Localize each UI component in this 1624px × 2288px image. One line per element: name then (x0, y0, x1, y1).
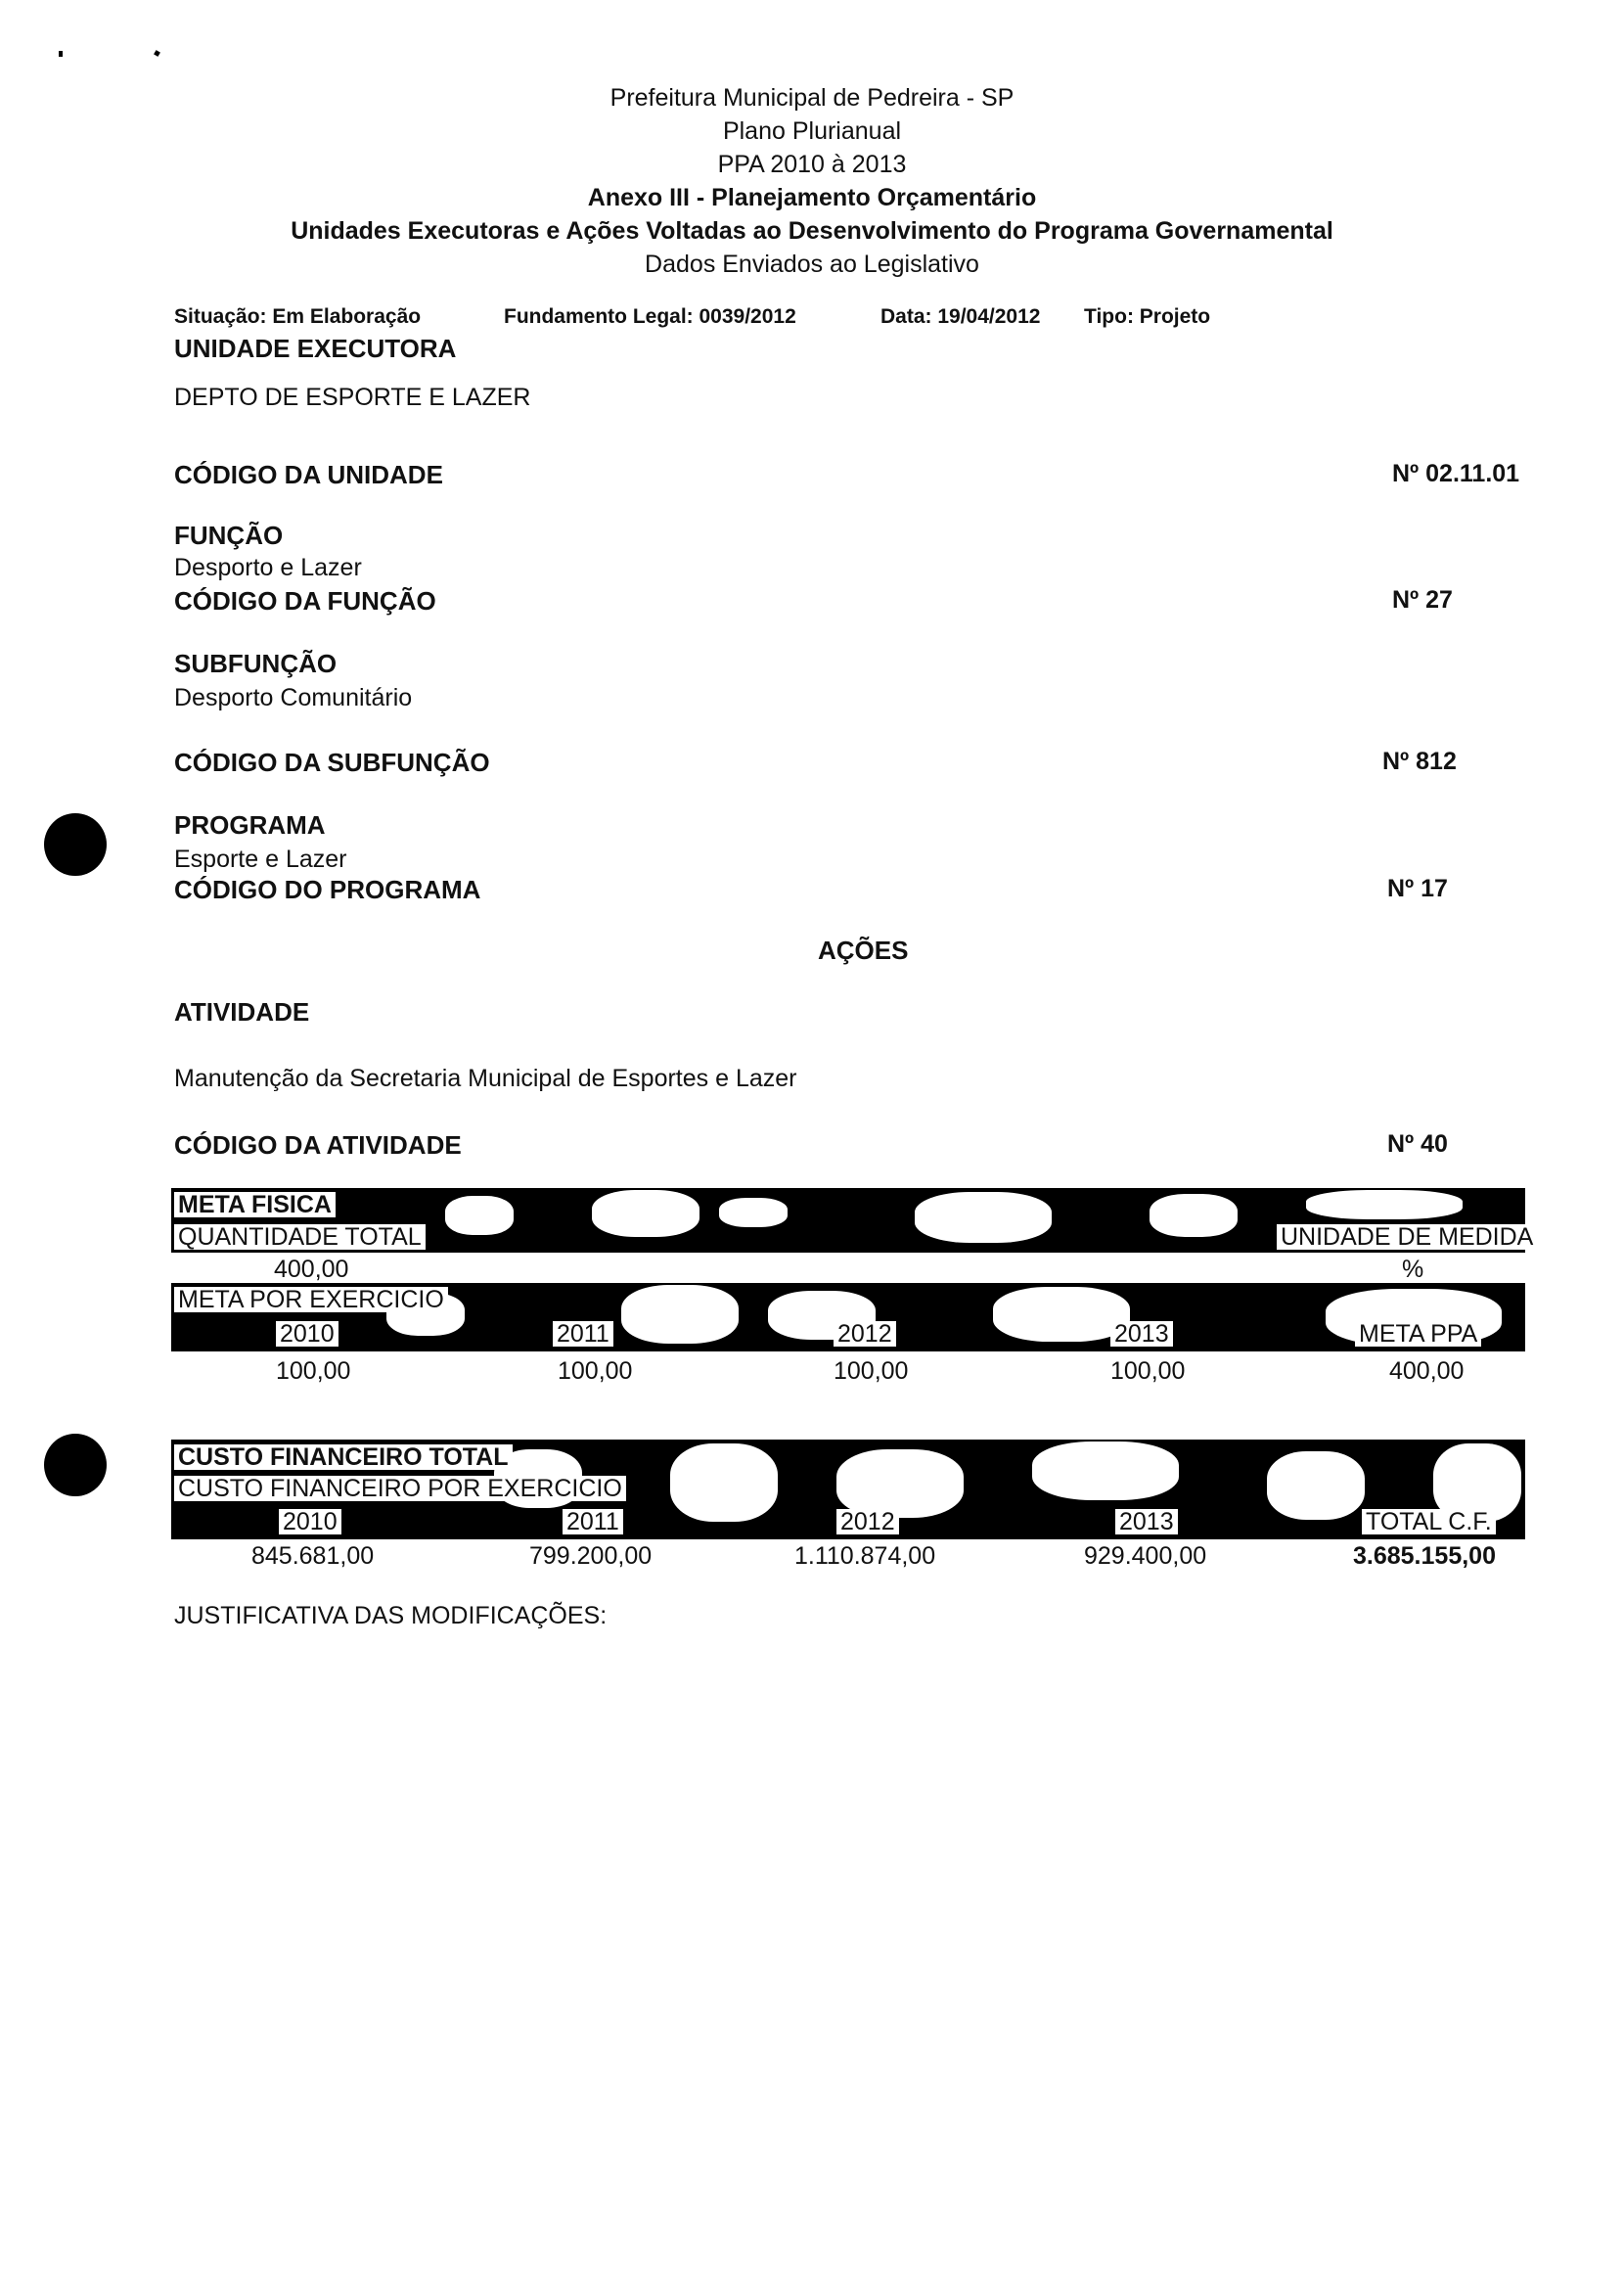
custo-value-2013: 929.400,00 (1084, 1542, 1207, 1570)
custo-year-2012: 2012 (836, 1509, 899, 1534)
header-line-unidades: Unidades Executoras e Ações Voltadas ao Desenvolvimento do Programa Governamental (291, 217, 1333, 245)
header-line-prefeitura: Prefeitura Municipal de Pedreira - SP (609, 84, 1015, 112)
tipo: Tipo: Projeto (1084, 305, 1211, 328)
header-line-dados: Dados Enviados ao Legislativo (645, 251, 979, 278)
codigo-programa-value: Nº 17 (1387, 875, 1448, 902)
subfuncao-label: SUBFUNÇÃO (174, 649, 338, 678)
custo-por-exercicio-label: CUSTO FINANCEIRO POR EXERCICIO (174, 1476, 626, 1501)
meta-por-exercicio-label: META POR EXERCICIO (174, 1287, 448, 1312)
custo-year-2011: 2011 (563, 1509, 623, 1534)
meta-year-2012: 2012 (834, 1321, 896, 1347)
custo-value-2010: 845.681,00 (251, 1542, 375, 1570)
situacao: Situação: Em Elaboração (174, 305, 422, 328)
meta-fisica-title: META FISICA (174, 1192, 336, 1217)
custo-value-2011: 799.200,00 (529, 1542, 653, 1570)
custo-financeiro-title: CUSTO FINANCEIRO TOTAL (174, 1444, 513, 1470)
total-cf-label: TOTAL C.F. (1362, 1509, 1496, 1534)
unidade-label: UNIDADE EXECUTORA (174, 334, 457, 363)
meta-year-2013: 2013 (1110, 1321, 1173, 1347)
codigo-funcao-label: CÓDIGO DA FUNÇÃO (174, 586, 436, 616)
meta-value-2011: 100,00 (558, 1357, 633, 1385)
meta-value-2013: 100,00 (1110, 1357, 1186, 1385)
justificativa-label: JUSTIFICATIVA DAS MODIFICAÇÕES: (174, 1602, 608, 1629)
codigo-unidade-value: Nº 02.11.01 (1392, 460, 1520, 487)
acoes-title: AÇÕES (818, 936, 909, 965)
codigo-atividade-label: CÓDIGO DA ATIVIDADE (174, 1130, 462, 1160)
codigo-subfuncao-value: Nº 812 (1382, 748, 1457, 775)
header-line-ppa: PPA 2010 à 2013 (717, 151, 907, 178)
meta-ppa-value: 400,00 (1389, 1357, 1465, 1385)
scan-speck (154, 50, 160, 57)
punch-hole-dot (44, 1434, 107, 1496)
meta-value-2012: 100,00 (834, 1357, 909, 1385)
total-cf-value: 3.685.155,00 (1353, 1542, 1496, 1570)
subfuncao-value: Desporto Comunitário (174, 684, 413, 711)
atividade-value: Manutenção da Secretaria Municipal de Esportes e Lazer (174, 1065, 797, 1092)
funcao-value: Desporto e Lazer (174, 554, 362, 581)
quantidade-total-value: 400,00 (274, 1256, 349, 1283)
fundamento-legal: Fundamento Legal: 0039/2012 (504, 305, 796, 328)
funcao-label: FUNÇÃO (174, 521, 284, 550)
codigo-unidade-label: CÓDIGO DA UNIDADE (174, 460, 443, 489)
header-line-plano: Plano Plurianual (722, 117, 902, 145)
custo-value-2012: 1.110.874,00 (794, 1542, 936, 1570)
atividade-label: ATIVIDADE (174, 997, 310, 1027)
punch-hole-dot (44, 813, 107, 876)
codigo-funcao-value: Nº 27 (1392, 586, 1453, 614)
custo-year-2010: 2010 (279, 1509, 341, 1534)
unidade-medida-value: % (1402, 1256, 1424, 1283)
unidade-value: DEPTO DE ESPORTE E LAZER (174, 384, 531, 411)
custo-year-2013: 2013 (1115, 1509, 1178, 1534)
meta-value-2010: 100,00 (276, 1357, 351, 1385)
programa-value: Esporte e Lazer (174, 846, 347, 873)
unidade-medida-label: UNIDADE DE MEDIDA (1277, 1224, 1537, 1250)
programa-label: PROGRAMA (174, 810, 326, 840)
header-line-anexo: Anexo III - Planejamento Orçamentário (587, 184, 1037, 211)
quantidade-total-label: QUANTIDADE TOTAL (174, 1224, 426, 1250)
meta-year-2011: 2011 (553, 1321, 613, 1347)
meta-year-2010: 2010 (276, 1321, 338, 1347)
codigo-atividade-value: Nº 40 (1387, 1130, 1448, 1158)
codigo-subfuncao-label: CÓDIGO DA SUBFUNÇÃO (174, 748, 490, 777)
scan-speck (59, 51, 63, 57)
meta-ppa-label: META PPA (1355, 1321, 1481, 1347)
data: Data: 19/04/2012 (880, 305, 1041, 328)
codigo-programa-label: CÓDIGO DO PROGRAMA (174, 875, 481, 904)
